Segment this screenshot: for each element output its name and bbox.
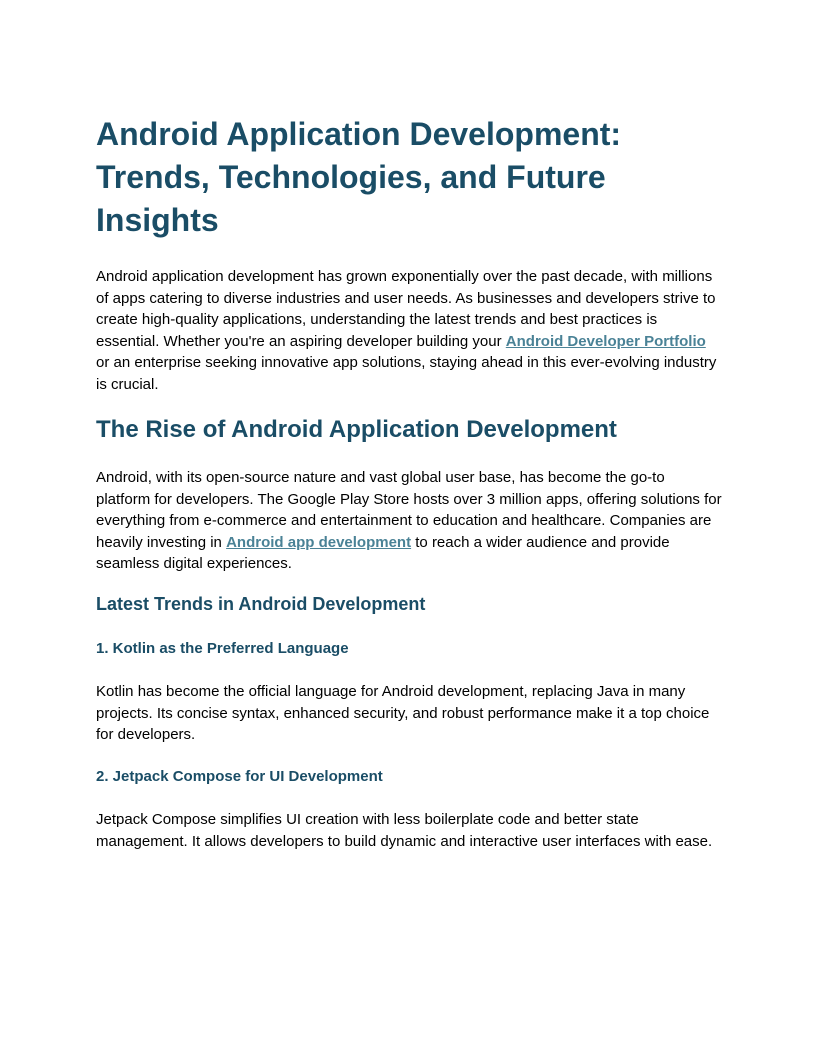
trend-heading-kotlin: 1. Kotlin as the Preferred Language bbox=[96, 640, 349, 657]
rise-text-after-link: to reach a wider audience and provide seamless digital experiences. bbox=[96, 533, 670, 572]
rise-text-before-link: Android, with its open-source nature and vast global user base, has become the go-to platform for developers. The Google Play Store hosts over 3 million apps, offering solutions for everything from e-commerce and entertainment to education and healthcare. Companies are heavily investing in bbox=[96, 469, 722, 551]
trend-heading-jetpack-compose: 2. Jetpack Compose for UI Development bbox=[96, 768, 383, 785]
intro-text-after-link: or an enterprise seeking innovative app solutions, staying ahead in this ever-evolving industry is crucial. bbox=[96, 354, 717, 393]
android-app-development-link[interactable]: Android app development bbox=[226, 533, 412, 551]
section-heading-trends: Latest Trends in Android Development bbox=[96, 594, 426, 614]
rise-paragraph bbox=[96, 467, 722, 575]
document-title: Android Application Development: Trends, Technologies, and Future Insights bbox=[96, 116, 622, 238]
section-heading-rise: The Rise of Android Application Development bbox=[96, 416, 617, 443]
trend-body-kotlin: Kotlin has become the official language for Android development, replacing Java in many projects. Its concise syntax, enhanced security, and robust performance make it a top choice for developers. bbox=[96, 683, 710, 743]
intro-text-before-link: Android application development has grown exponentially over the past decade, with millions of apps catering to diverse industries and user needs. As businesses and developers strive to create high-quality applications, understanding the latest trends and best practices is essential. Whether you're an aspiring developer building your bbox=[96, 268, 716, 350]
intro-paragraph bbox=[96, 266, 722, 395]
trend-body-jetpack-compose: Jetpack Compose simplifies UI creation with less boilerplate code and better state management. It allows developers to build dynamic and interactive user interfaces with ease. bbox=[96, 811, 713, 850]
android-developer-portfolio-link[interactable]: Android Developer Portfolio bbox=[505, 332, 706, 350]
